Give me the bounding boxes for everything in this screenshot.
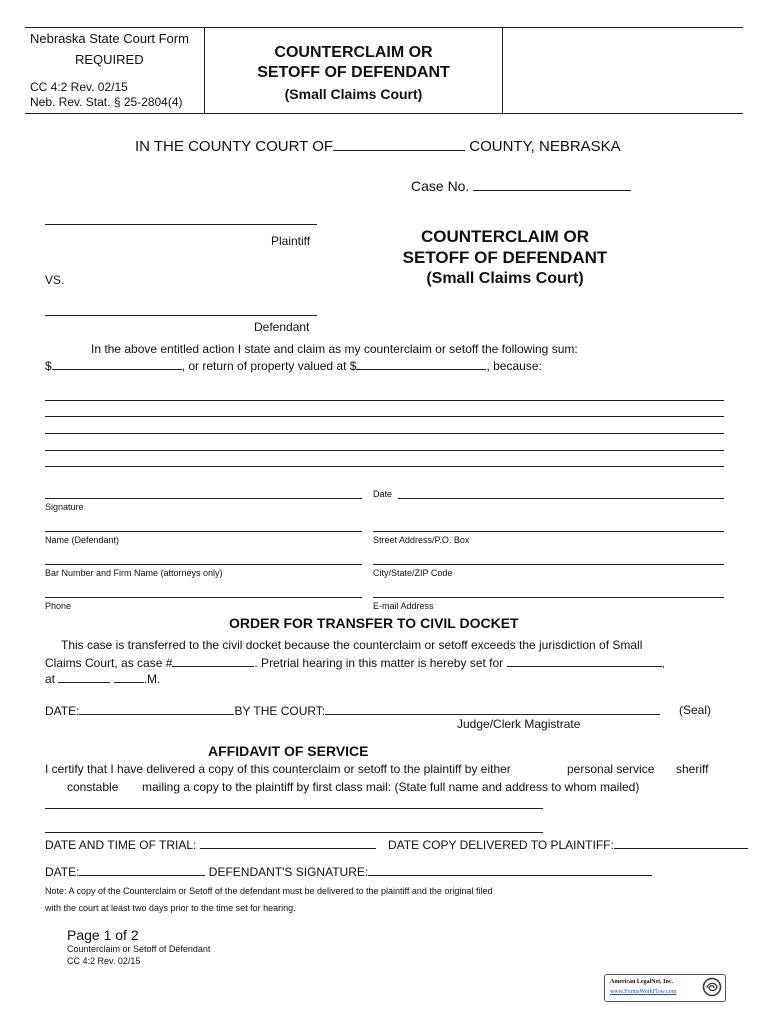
case-no-label: Case No. bbox=[411, 178, 470, 194]
by-court-label: BY THE COURT: bbox=[234, 704, 326, 718]
city-state-zip-field[interactable] bbox=[373, 564, 724, 565]
form-label-line2: REQUIRED bbox=[75, 52, 144, 67]
pretrial-date-field[interactable] bbox=[507, 655, 662, 667]
case-number-line bbox=[411, 178, 631, 194]
logo-name: American LegalNet, Inc. bbox=[610, 979, 673, 985]
dollar-sign: $ bbox=[45, 359, 52, 373]
defendant-label: Defendant bbox=[254, 320, 310, 334]
logo-swirl-icon bbox=[702, 977, 722, 997]
trial-date-label: DATE AND TIME OF TRIAL: bbox=[45, 838, 197, 852]
affidavit-date-field[interactable] bbox=[79, 864, 205, 876]
plaintiff-label: Plaintiff bbox=[271, 234, 311, 248]
header-divider-right bbox=[502, 27, 503, 113]
defendant-name-field[interactable] bbox=[45, 315, 317, 316]
bar-number-label: Bar Number and Firm Name (attorneys only) bbox=[45, 568, 223, 578]
vs-label: VS. bbox=[45, 273, 65, 287]
option-mailing[interactable]: mailing a copy to the plaintiff by first class mail: (State full name and address to whom mailed) bbox=[142, 780, 640, 794]
order-line3 bbox=[45, 671, 160, 686]
phone-label: Phone bbox=[45, 601, 72, 611]
claim-sum-field[interactable] bbox=[52, 358, 182, 370]
signature-label: Signature bbox=[45, 502, 84, 512]
statute-ref: Neb. Rev. Stat. § 25-2804(4) bbox=[30, 95, 183, 109]
footer-form-name: Counterclaim or Setoff of Defendant bbox=[67, 944, 211, 954]
caption-title-line3: (Small Claims Court) bbox=[426, 270, 584, 287]
pretrial-ampm-field[interactable] bbox=[114, 671, 144, 683]
name-label: Name (Defendant) bbox=[45, 535, 120, 545]
order-heading: ORDER FOR TRANSFER TO CIVIL DOCKET bbox=[229, 615, 519, 631]
date-label: Date bbox=[373, 489, 393, 499]
claim-statement: In the above entitled action I state and claim as my counterclaim or setoff the following sum: bbox=[91, 342, 578, 356]
footer-form-code: CC 4:2 Rev. 02/15 bbox=[67, 956, 141, 966]
mail-address-field[interactable] bbox=[45, 832, 543, 833]
or-return-text: , or return of property valued at $ bbox=[181, 359, 357, 373]
street-field[interactable] bbox=[373, 531, 724, 532]
county-name-field[interactable] bbox=[333, 139, 465, 151]
civil-case-number-field[interactable] bbox=[172, 655, 254, 667]
signature-field[interactable] bbox=[45, 498, 362, 499]
plaintiff-name-field[interactable] bbox=[45, 224, 317, 225]
judge-signature-field[interactable] bbox=[325, 703, 660, 715]
name-field[interactable] bbox=[45, 531, 362, 532]
court-prefix: IN THE COUNTY COURT OF bbox=[135, 138, 334, 155]
case-number-field[interactable] bbox=[473, 179, 631, 191]
comma-text: , bbox=[661, 656, 665, 670]
order-line2 bbox=[45, 655, 665, 670]
form-label-line1: Nebraska State Court Form bbox=[30, 31, 189, 46]
pretrial-text: . Pretrial hearing in this matter is hereby set for bbox=[254, 656, 504, 670]
reason-line-4[interactable] bbox=[45, 450, 724, 451]
pretrial-time-field[interactable] bbox=[58, 671, 110, 683]
affidavit-date-label: DATE: bbox=[45, 865, 80, 879]
header-title-line2: SETOFF OF DEFENDANT bbox=[257, 64, 450, 81]
order-date-field[interactable] bbox=[79, 703, 234, 715]
page-number: Page 1 of 2 bbox=[67, 927, 139, 943]
email-label: E-mail Address bbox=[373, 601, 434, 611]
option-constable[interactable]: constable bbox=[67, 780, 119, 794]
trial-date-field[interactable] bbox=[200, 837, 376, 849]
claim-amount-line bbox=[45, 358, 542, 373]
order-date-line bbox=[45, 703, 660, 718]
header-title-line3: (Small Claims Court) bbox=[284, 86, 423, 102]
copy-delivered-field[interactable] bbox=[614, 837, 748, 849]
seal-label: (Seal) bbox=[679, 703, 712, 717]
court-line bbox=[135, 138, 621, 155]
street-label: Street Address/P.O. Box bbox=[373, 535, 470, 545]
option-personal-service[interactable]: personal service bbox=[567, 762, 655, 776]
judge-label: Judge/Clerk Magistrate bbox=[457, 717, 581, 731]
at-text: at bbox=[45, 672, 56, 686]
affidavit-date-line bbox=[45, 864, 652, 879]
caption-title-line2: SETOFF OF DEFENDANT bbox=[402, 248, 608, 267]
header-title-line1: COUNTERCLAIM OR bbox=[274, 44, 433, 61]
trial-date-line bbox=[45, 837, 376, 852]
phone-field[interactable] bbox=[45, 597, 362, 598]
option-sheriff[interactable]: sheriff bbox=[676, 762, 709, 776]
order-date-label: DATE: bbox=[45, 704, 80, 718]
vendor-logo bbox=[604, 974, 726, 1002]
reason-line-3[interactable] bbox=[45, 433, 724, 434]
reason-line-1[interactable] bbox=[45, 400, 724, 401]
order-line1: This case is transferred to the civil docket because the counterclaim or setoff exceeds the jurisdiction of Small bbox=[61, 638, 643, 652]
email-field[interactable] bbox=[373, 597, 724, 598]
note-line1: Note: A copy of the Counterclaim or Setoff of the defendant must be delivered to the plaintiff and the original filed bbox=[45, 886, 493, 896]
defendant-signature-label: DEFENDANT'S SIGNATURE: bbox=[208, 865, 369, 879]
bar-number-field[interactable] bbox=[45, 564, 362, 565]
form-code: CC 4:2 Rev. 02/15 bbox=[30, 80, 128, 94]
header-top-rule bbox=[25, 27, 743, 28]
affidavit-heading: AFFIDAVIT OF SERVICE bbox=[208, 743, 369, 759]
logo-url[interactable]: www.FormsWorkFlow.com bbox=[610, 989, 677, 995]
reason-line-2[interactable] bbox=[45, 416, 724, 417]
reason-line-5[interactable] bbox=[45, 466, 724, 467]
mail-recipient-field[interactable] bbox=[45, 808, 543, 809]
defendant-signature-field[interactable] bbox=[368, 864, 652, 876]
city-state-zip-label: City/State/ZIP Code bbox=[373, 568, 453, 578]
caption-title-line1: COUNTERCLAIM OR bbox=[420, 227, 590, 246]
property-value-field[interactable] bbox=[356, 358, 486, 370]
copy-delivered-label: DATE COPY DELIVERED TO PLAINTIFF: bbox=[388, 838, 614, 852]
m-text: .M. bbox=[143, 672, 161, 686]
copy-delivered-line bbox=[388, 837, 748, 852]
note-line2: with the court at least two days prior to the time set for hearing. bbox=[45, 903, 296, 913]
affidavit-line1: I certify that I have delivered a copy of this counterclaim or setoff to the plaintiff by either bbox=[45, 762, 511, 776]
because-text: , because: bbox=[486, 359, 542, 373]
court-suffix: COUNTY, NEBRASKA bbox=[469, 138, 621, 155]
case-number-text: Claims Court, as case # bbox=[45, 656, 173, 670]
date-field[interactable] bbox=[398, 498, 724, 499]
header-bottom-rule bbox=[25, 113, 743, 114]
